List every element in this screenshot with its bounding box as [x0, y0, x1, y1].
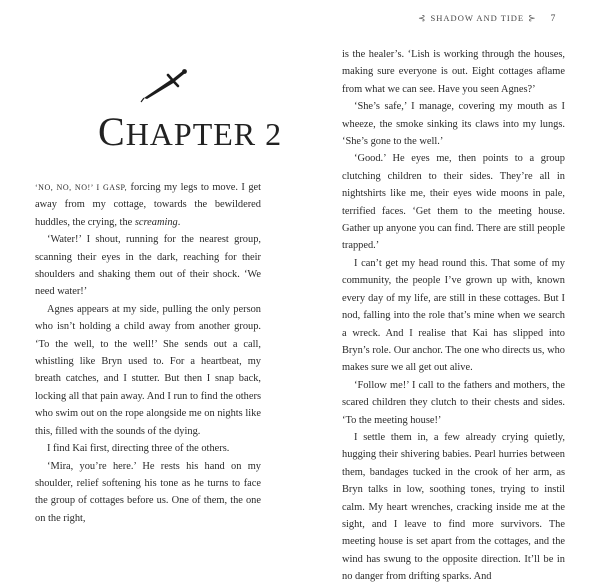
- running-head: [418, 13, 598, 24]
- left-page-body: [35, 179, 261, 527]
- paragraph: Agnes appears at my side, pulling the only person who isn’t holding a child away from another group. ‘To the well, to the well!’ She sends out a call, whistling like Bryn used to. For a heartbeat, my breath catches, and I stutter. But then I snap back, locking all that pain away. And I run to find the others who swim out on the rope alongside me on nights like this, filled with the sounds of the dying.: [35, 303, 261, 437]
- paragraph: ‘She’s safe,’ I manage, covering my mouth as I wheeze, the smoke sinking its claws into my lungs. ‘She’s gone to the well.’: [342, 101, 565, 148]
- paragraph: I settle them in, a few already crying quietly, hugging their shivering babies. Pearl hurries between them, bandages tucked in the crook of her arm, as Bryn talks in low, soothing tones, trying to instil calm. My heart wrenches, cracking inside me at the sight, and I leave to find more survivors. The meeting house is set apart from the cottages, and the wind has swung to the opposite direction. It’ll be in no danger from drifting sparks. And: [342, 431, 565, 583]
- emphasis-word: screaming: [134, 216, 178, 228]
- paragraph: ‘Follow me!’ I call to the fathers and mothers, the scared children they clutch to their chests and sides. ‘To the meeting house!’: [342, 379, 565, 426]
- paragraph: ‘Good.’ He eyes me, then points to a group clutching children to their sides. They’re all in nightshirts like me, their eyes wide moons in pale, terrified faces. ‘Get them to the meeting house. Gather up anyone you can find. There are still people trapped.’: [342, 153, 565, 252]
- dagger-icon: [138, 68, 188, 104]
- right-page: [300, 0, 600, 583]
- paragraph: I can’t get my head round this. That some of my community, the people I’ve grown up with, known every day of my life, are still in these cottages. But I nod, falling into the role that’s mine when we search a wreck. And I realise that Kai has slipped into Bryn’s role. Our anchor. The one who directs us, who makes sure we all get out alive.: [342, 257, 565, 374]
- header-ornament-left-icon: ⊰: [418, 13, 427, 23]
- opening-paragraph: ‘NO, NO, NO!’ I GASP, forcing my legs to move. I get away from my cottage, towards the bewildered huddles, the crying, the screaming.: [35, 182, 262, 228]
- paragraph: ‘Mira, you’re here.’ He rests his hand on my shoulder, relief softening his tone as he turns to face the group of cottages before us. One of them, the one on the right,: [35, 460, 261, 524]
- continued-paragraph: is the healer’s. ‘Lish is working through the houses, making sure everyone is out. Eight cottages aflame from what we can see. Have you seen Agnes?’: [342, 49, 565, 95]
- paragraph: ‘Water!’ I shout, running for the nearest group, scanning their eyes in the dark, reaching for their shoulders and shaking them out of their shock. ‘We need water!’: [35, 234, 261, 298]
- page-number: 7: [550, 14, 557, 24]
- opening-small-caps: ‘NO, NO, NO!’ I GASP,: [35, 183, 128, 192]
- paragraph: I find Kai first, directing three of the others.: [47, 443, 230, 455]
- book-title: SHADOW AND TIDE: [430, 13, 525, 23]
- header-ornament-right-icon: ⊱: [528, 13, 537, 23]
- chapter-title: [98, 108, 282, 155]
- right-page-body: [342, 46, 565, 586]
- chapter-title-rest: HAPTER 2: [125, 116, 283, 152]
- left-page: [0, 0, 300, 524]
- chapter-title-initial: C: [98, 109, 126, 154]
